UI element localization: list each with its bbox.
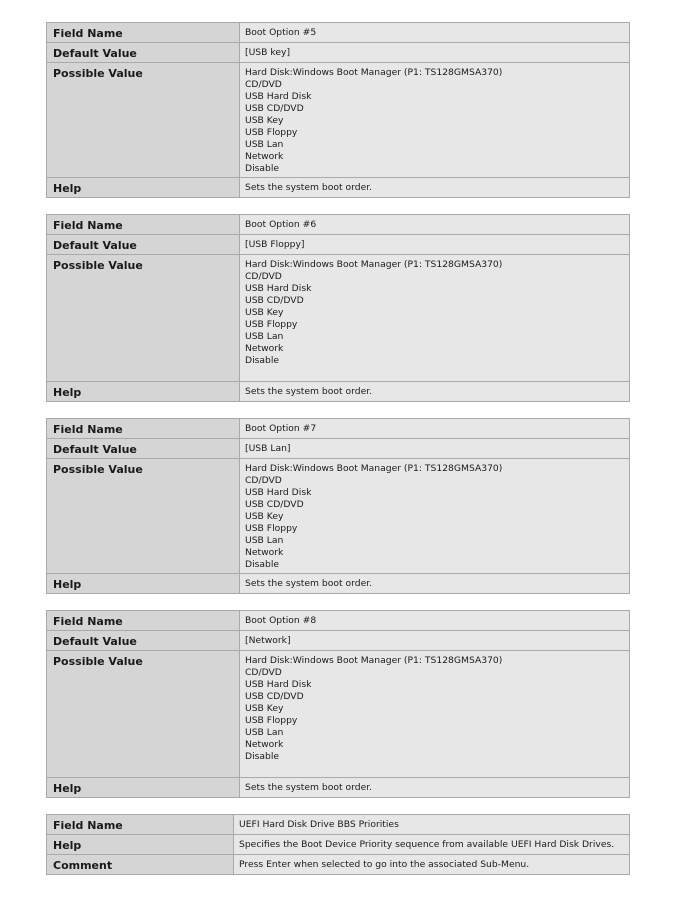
help-label: Help: [47, 778, 240, 798]
field-name-row: [47, 23, 630, 43]
possible-value-item: USB Hard Disk: [245, 679, 312, 690]
help-value: Sets the system boot order.: [240, 382, 630, 402]
default-value-row: [47, 631, 630, 651]
possible-value-item: USB Floppy: [245, 715, 298, 726]
help-label: Help: [47, 574, 240, 594]
default-value-row: [47, 235, 630, 255]
possible-value-item: Network: [245, 151, 284, 162]
help-row: [47, 178, 630, 198]
help-label: Help: [47, 178, 240, 198]
possible-value-item: CD/DVD: [245, 475, 282, 486]
field-name-row: [47, 611, 630, 631]
possible-value-item: USB CD/DVD: [245, 499, 304, 510]
possible-value-item: USB Floppy: [245, 523, 298, 534]
possible-value-item: USB Hard Disk: [245, 283, 312, 294]
possible-value-item: Hard Disk:Windows Boot Manager (P1: TS128GMSA370): [245, 67, 503, 78]
possible-value-label: Possible Value: [47, 651, 240, 778]
uefi-hdd-bbs-priorities-table: [46, 814, 630, 875]
possible-value-item: CD/DVD: [245, 271, 282, 282]
boot-option-6-table: [46, 214, 630, 402]
field-name-value: Boot Option #6: [240, 215, 630, 235]
possible-value-item: USB CD/DVD: [245, 691, 304, 702]
possible-value-item: USB Floppy: [245, 319, 298, 330]
default-value-row: [47, 439, 630, 459]
possible-value-item: CD/DVD: [245, 79, 282, 90]
possible-value-list: [240, 459, 630, 574]
possible-value-row: [47, 63, 630, 178]
default-value-label: Default Value: [47, 43, 240, 63]
help-value: Specifies the Boot Device Priority sequence from available UEFI Hard Disk Drives.: [234, 835, 630, 855]
help-value: Sets the system boot order.: [240, 178, 630, 198]
possible-value-item: USB Lan: [245, 727, 284, 738]
field-name-value: Boot Option #7: [240, 419, 630, 439]
comment-row: [47, 855, 630, 875]
possible-value-label: Possible Value: [47, 63, 240, 178]
possible-value-list: [240, 255, 630, 382]
default-value-value: [Network]: [240, 631, 630, 651]
possible-value-list: [240, 63, 630, 178]
boot-option-5-table: [46, 22, 630, 198]
help-row: [47, 574, 630, 594]
possible-value-item: Disable: [245, 559, 280, 570]
possible-value-row: [47, 255, 630, 382]
possible-value-item: Disable: [245, 355, 280, 366]
possible-value-item: USB Floppy: [245, 127, 298, 138]
field-name-value: Boot Option #5: [240, 23, 630, 43]
field-name-value: Boot Option #8: [240, 611, 630, 631]
possible-value-item: USB Lan: [245, 535, 284, 546]
default-value-label: Default Value: [47, 439, 240, 459]
field-name-label: Field Name: [47, 23, 240, 43]
possible-value-item: USB Lan: [245, 331, 284, 342]
field-name-label: Field Name: [47, 419, 240, 439]
possible-value-item: USB CD/DVD: [245, 103, 304, 114]
possible-value-item: Network: [245, 343, 284, 354]
possible-value-item: USB Key: [245, 307, 284, 318]
comment-value: Press Enter when selected to go into the associated Sub-Menu.: [234, 855, 630, 875]
field-name-row: [47, 215, 630, 235]
possible-value-list: [240, 651, 630, 778]
default-value-label: Default Value: [47, 631, 240, 651]
possible-value-item: Hard Disk:Windows Boot Manager (P1: TS128GMSA370): [245, 463, 503, 474]
field-name-label: Field Name: [47, 611, 240, 631]
comment-label: Comment: [47, 855, 234, 875]
help-value: Sets the system boot order.: [240, 574, 630, 594]
help-row: [47, 778, 630, 798]
possible-value-item: Hard Disk:Windows Boot Manager (P1: TS128GMSA370): [245, 655, 503, 666]
possible-value-row: [47, 459, 630, 574]
possible-value-item: USB Key: [245, 115, 284, 126]
help-value: Sets the system boot order.: [240, 778, 630, 798]
possible-value-item: USB Key: [245, 703, 284, 714]
field-name-label: Field Name: [47, 215, 240, 235]
boot-option-7-table: [46, 418, 630, 594]
default-value-value: [USB Lan]: [240, 439, 630, 459]
help-row: [47, 382, 630, 402]
default-value-row: [47, 43, 630, 63]
possible-value-item: USB Hard Disk: [245, 487, 312, 498]
possible-value-item: Disable: [245, 751, 280, 762]
possible-value-item: Network: [245, 547, 284, 558]
possible-value-item: CD/DVD: [245, 667, 282, 678]
possible-value-item: Hard Disk:Windows Boot Manager (P1: TS128GMSA370): [245, 259, 503, 270]
default-value-value: [USB Floppy]: [240, 235, 630, 255]
possible-value-item: USB Lan: [245, 139, 284, 150]
help-label: Help: [47, 382, 240, 402]
possible-value-row: [47, 651, 630, 778]
field-name-label: Field Name: [47, 815, 234, 835]
possible-value-item: Network: [245, 739, 284, 750]
default-value-value: [USB key]: [240, 43, 630, 63]
possible-value-label: Possible Value: [47, 459, 240, 574]
possible-value-item: USB Hard Disk: [245, 91, 312, 102]
field-name-value: UEFI Hard Disk Drive BBS Priorities: [234, 815, 630, 835]
default-value-label: Default Value: [47, 235, 240, 255]
possible-value-item: Disable: [245, 163, 280, 174]
possible-value-label: Possible Value: [47, 255, 240, 382]
boot-option-8-table: [46, 610, 630, 798]
field-name-row: [47, 815, 630, 835]
field-name-row: [47, 419, 630, 439]
possible-value-item: USB Key: [245, 511, 284, 522]
possible-value-item: USB CD/DVD: [245, 295, 304, 306]
help-label: Help: [47, 835, 234, 855]
help-row: [47, 835, 630, 855]
